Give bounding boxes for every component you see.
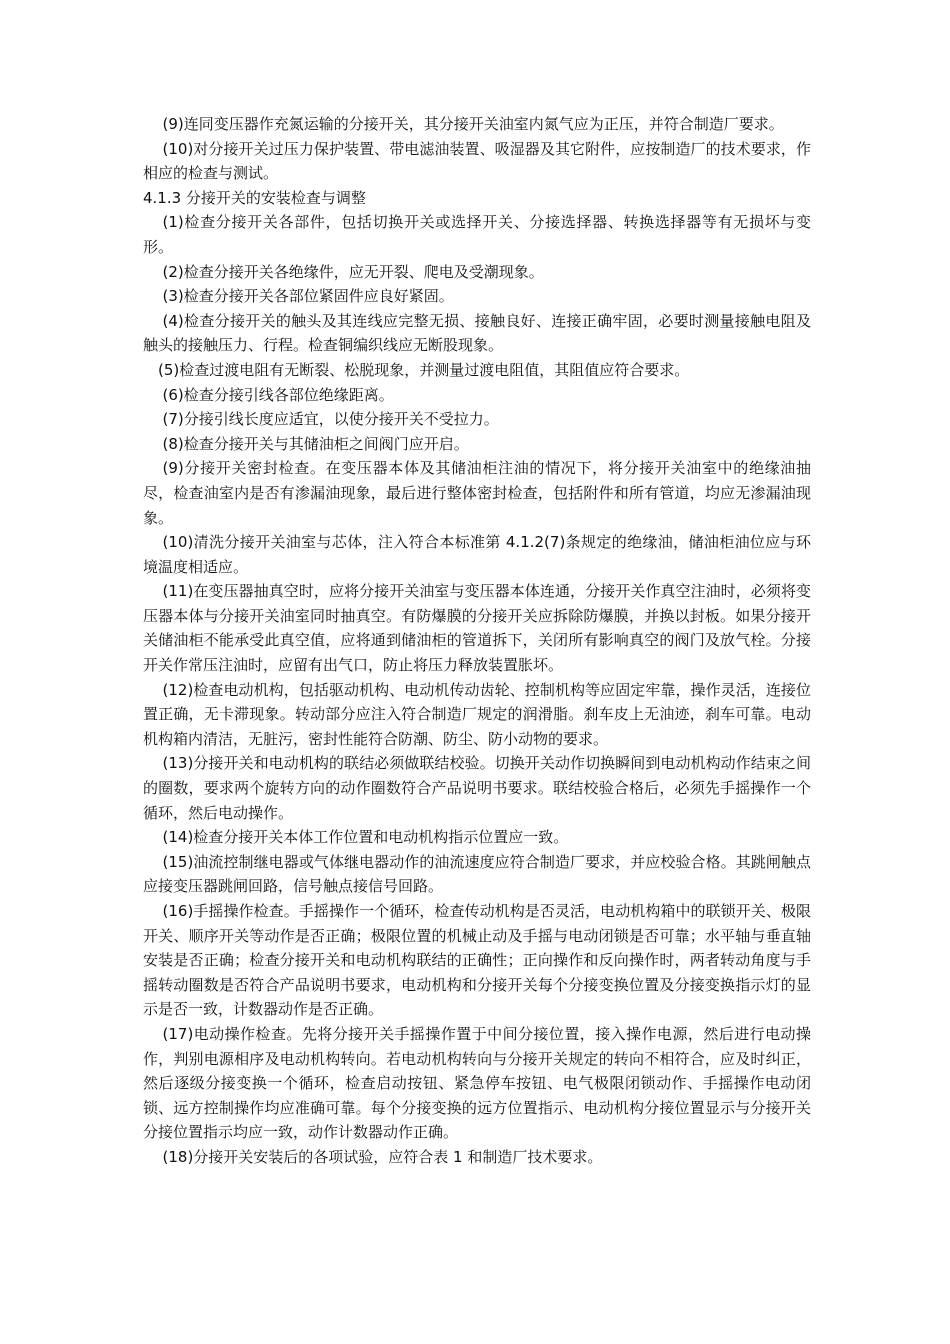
section-heading-4-1-3: 4.1.3 分接开关的安装检查与调整 <box>143 188 366 207</box>
paragraph-13-coupling: (13)分接开关和电动机构的联结必须做联结校验。切换开关动作切换瞬间到电动机构动作结束之间的圈数，要求两个旋转方向的动作圈数符合产品说明书要求。联结校验合格后，必须先手摇操作一个循环，然后电动操作。 <box>143 754 811 822</box>
paragraph-1-components: (1)检查分接开关各部件，包括切换开关或选择开关、分接选择器、转换选择器等有无损坏与变形。 <box>143 213 811 256</box>
paragraph-4-contacts: (4)检查分接开关的触头及其连线应完整无损、接触良好、连接正确牢固，必要时测量接触电阻及触头的接触压力、行程。检查铜编织线应无断股现象。 <box>143 311 811 355</box>
paragraph-14-position: (14)检查分接开关本体工作位置和电动机构指示位置应一致。 <box>162 828 569 847</box>
paragraph-3-fasteners: (3)检查分接开关各部位紧固件应良好紧固。 <box>162 287 454 306</box>
paragraph-7-lead-length: (7)分接引线长度应适宜，以使分接开关不受拉力。 <box>162 410 499 429</box>
paragraph-17-electric-operation: (17)电动操作检查。先将分接开关手摇操作置于中间分接位置，接入操作电源，然后进行电动操作，判别电源相序及电动机构转向。若电动机构转向与分接开关规定的转向不相符合，应及时纠正，然后逐级分接变换一个循环，检查启动按钮、紧急停车按钮、电气极限闭锁动作、手摇操作电动闭锁、远方控制操作均应准确可靠。每个分接变换的远方位置指示、电动机构分接位置显示与分接开关分接位置指示均应一致，动作计数器动作正确。 <box>143 1024 811 1142</box>
paragraph-8-valve: (8)检查分接开关与其储油柜之间阀门应开启。 <box>162 434 469 453</box>
paragraph-10-accessories: (10)对分接开关过压力保护装置、带电滤油装置、吸湿器及其它附件，应按制造厂的技术要求，作相应的检查与测试。 <box>143 139 811 183</box>
paragraph-5-transition-resistor: (5)检查过渡电阻有无断裂、松脱现象，并测量过渡电阻值，其阻值应符合要求。 <box>158 360 690 379</box>
paragraph-18-tests: (18)分接开关安装后的各项试验，应符合表 1 和制造厂技术要求。 <box>162 1147 603 1166</box>
paragraph-10-cleaning: (10)清洗分接开关油室与芯体，注入符合本标准第 4.1.2(7)条规定的绝缘油，储油柜油位应与环境温度相适应。 <box>143 533 811 576</box>
document-page <box>143 112 811 1170</box>
paragraph-15-relay: (15)油流控制继电器或气体继电器动作的油流速度应符合制造厂要求，并应校验合格。其跳闸触点应接变压器跳闸回路，信号触点接信号回路。 <box>143 852 811 896</box>
paragraph-12-motor-drive: (12)检查电动机构，包括驱动机构、电动机传动齿轮、控制机构等应固定牢靠，操作灵活，连接位置正确，无卡滞现象。转动部分应注入符合制造厂规定的润滑脂。刹车皮上无油迹，刹车可靠。电动机构箱内清洁，无脏污，密封性能符合防潮、防尘、防小动物的要求。 <box>143 680 811 748</box>
paragraph-11-vacuum: (11)在变压器抽真空时，应将分接开关油室与变压器本体连通，分接开关作真空注油时，必须将变压器本体与分接开关油室同时抽真空。有防爆膜的分接开关应拆除防爆膜，并换以封板。如果分接开关储油柜不能承受此真空值，应将通到储油柜的管道拆下，关闭所有影响真空的阀门及放气栓。分接开关作常压注油时，应留有出气口，防止将压力释放装置胀坏。 <box>143 582 811 675</box>
paragraph-9-nitrogen-transport: (9)连同变压器作充氮运输的分接开关，其分接开关油室内氮气应为正压，并符合制造厂要求。 <box>162 115 784 133</box>
paragraph-2-insulation: (2)检查分接开关各绝缘件，应无开裂、爬电及受潮现象。 <box>162 262 544 281</box>
paragraph-6-lead-distance: (6)检查分接引线各部位绝缘距离。 <box>162 385 394 404</box>
paragraph-16-manual-operation: (16)手摇操作检查。手摇操作一个循环，检查传动机构是否灵活，电动机构箱中的联锁开关、极限开关、顺序开关等动作是否正确；极限位置的机械止动及手摇与电动闭锁是否可靠；水平轴与垂直轴安装是否正确；检查分接开关和电动机构联结的正确性；正向操作和反向操作时，两者转动角度与手摇转动圈数是否符合产品说明书要求，电动机构和分接开关每个分接变换位置及分接变换指示灯的显示是否一致，计数器动作是否正确。 <box>143 902 811 1019</box>
paragraph-9-seal-check: (9)分接开关密封检查。在变压器本体及其储油柜注油的情况下，将分接开关油室中的绝缘油抽尽，检查油室内是否有渗漏油现象，最后进行整体密封检查，包括附件和所有管道，均应无渗漏油现象。 <box>143 459 811 527</box>
